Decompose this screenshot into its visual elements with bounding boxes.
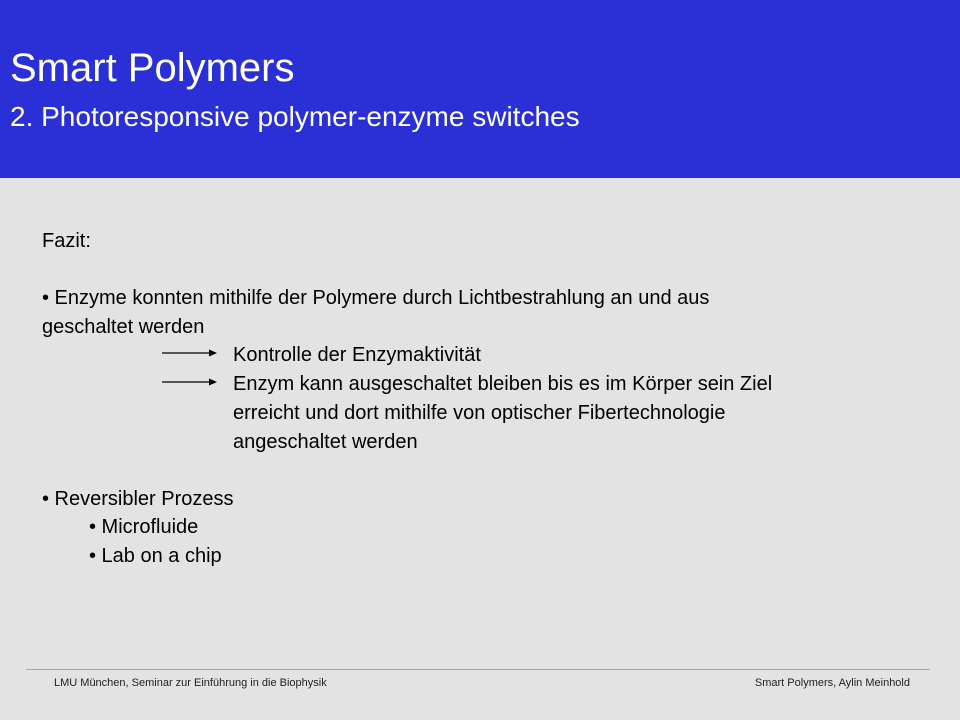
arrow-item-target-cont2: angeschaltet werden [233, 431, 418, 453]
slide-subtitle: 2. Photoresponsive polymer-enzyme switches [10, 101, 580, 132]
arrow-item-control: Kontrolle der Enzymaktivität [233, 344, 481, 366]
arrow-item-target: Enzym kann ausgeschaltet bleiben bis es im Körper sein Ziel [233, 373, 773, 395]
conclusion-heading: Fazit: [42, 230, 91, 252]
footer-author: Smart Polymers, Aylin Meinhold [754, 677, 910, 689]
footer-institution: LMU München, Seminar zur Einführung in die Biophysik [54, 677, 327, 689]
bullet-reversible: • Reversibler Prozess [42, 488, 234, 510]
arrow-item-target-cont: erreicht und dort mithilfe von optischer Fibertechnologie [233, 402, 726, 424]
slide-title: Smart Polymers [10, 46, 295, 90]
footer-divider [26, 669, 930, 670]
sub-bullet-microfluidics: • Microfluide [89, 516, 199, 538]
bullet-enzyme-switch: • Enzyme konnten mithilfe der Polymere durch Lichtbestrahlung an und aus [42, 287, 710, 309]
right-arrow-icon [162, 377, 217, 387]
right-arrow-icon [162, 348, 217, 358]
sub-bullet-lab-on-chip: • Lab on a chip [89, 545, 222, 567]
bullet-enzyme-switch-cont: geschaltet werden [42, 316, 205, 338]
